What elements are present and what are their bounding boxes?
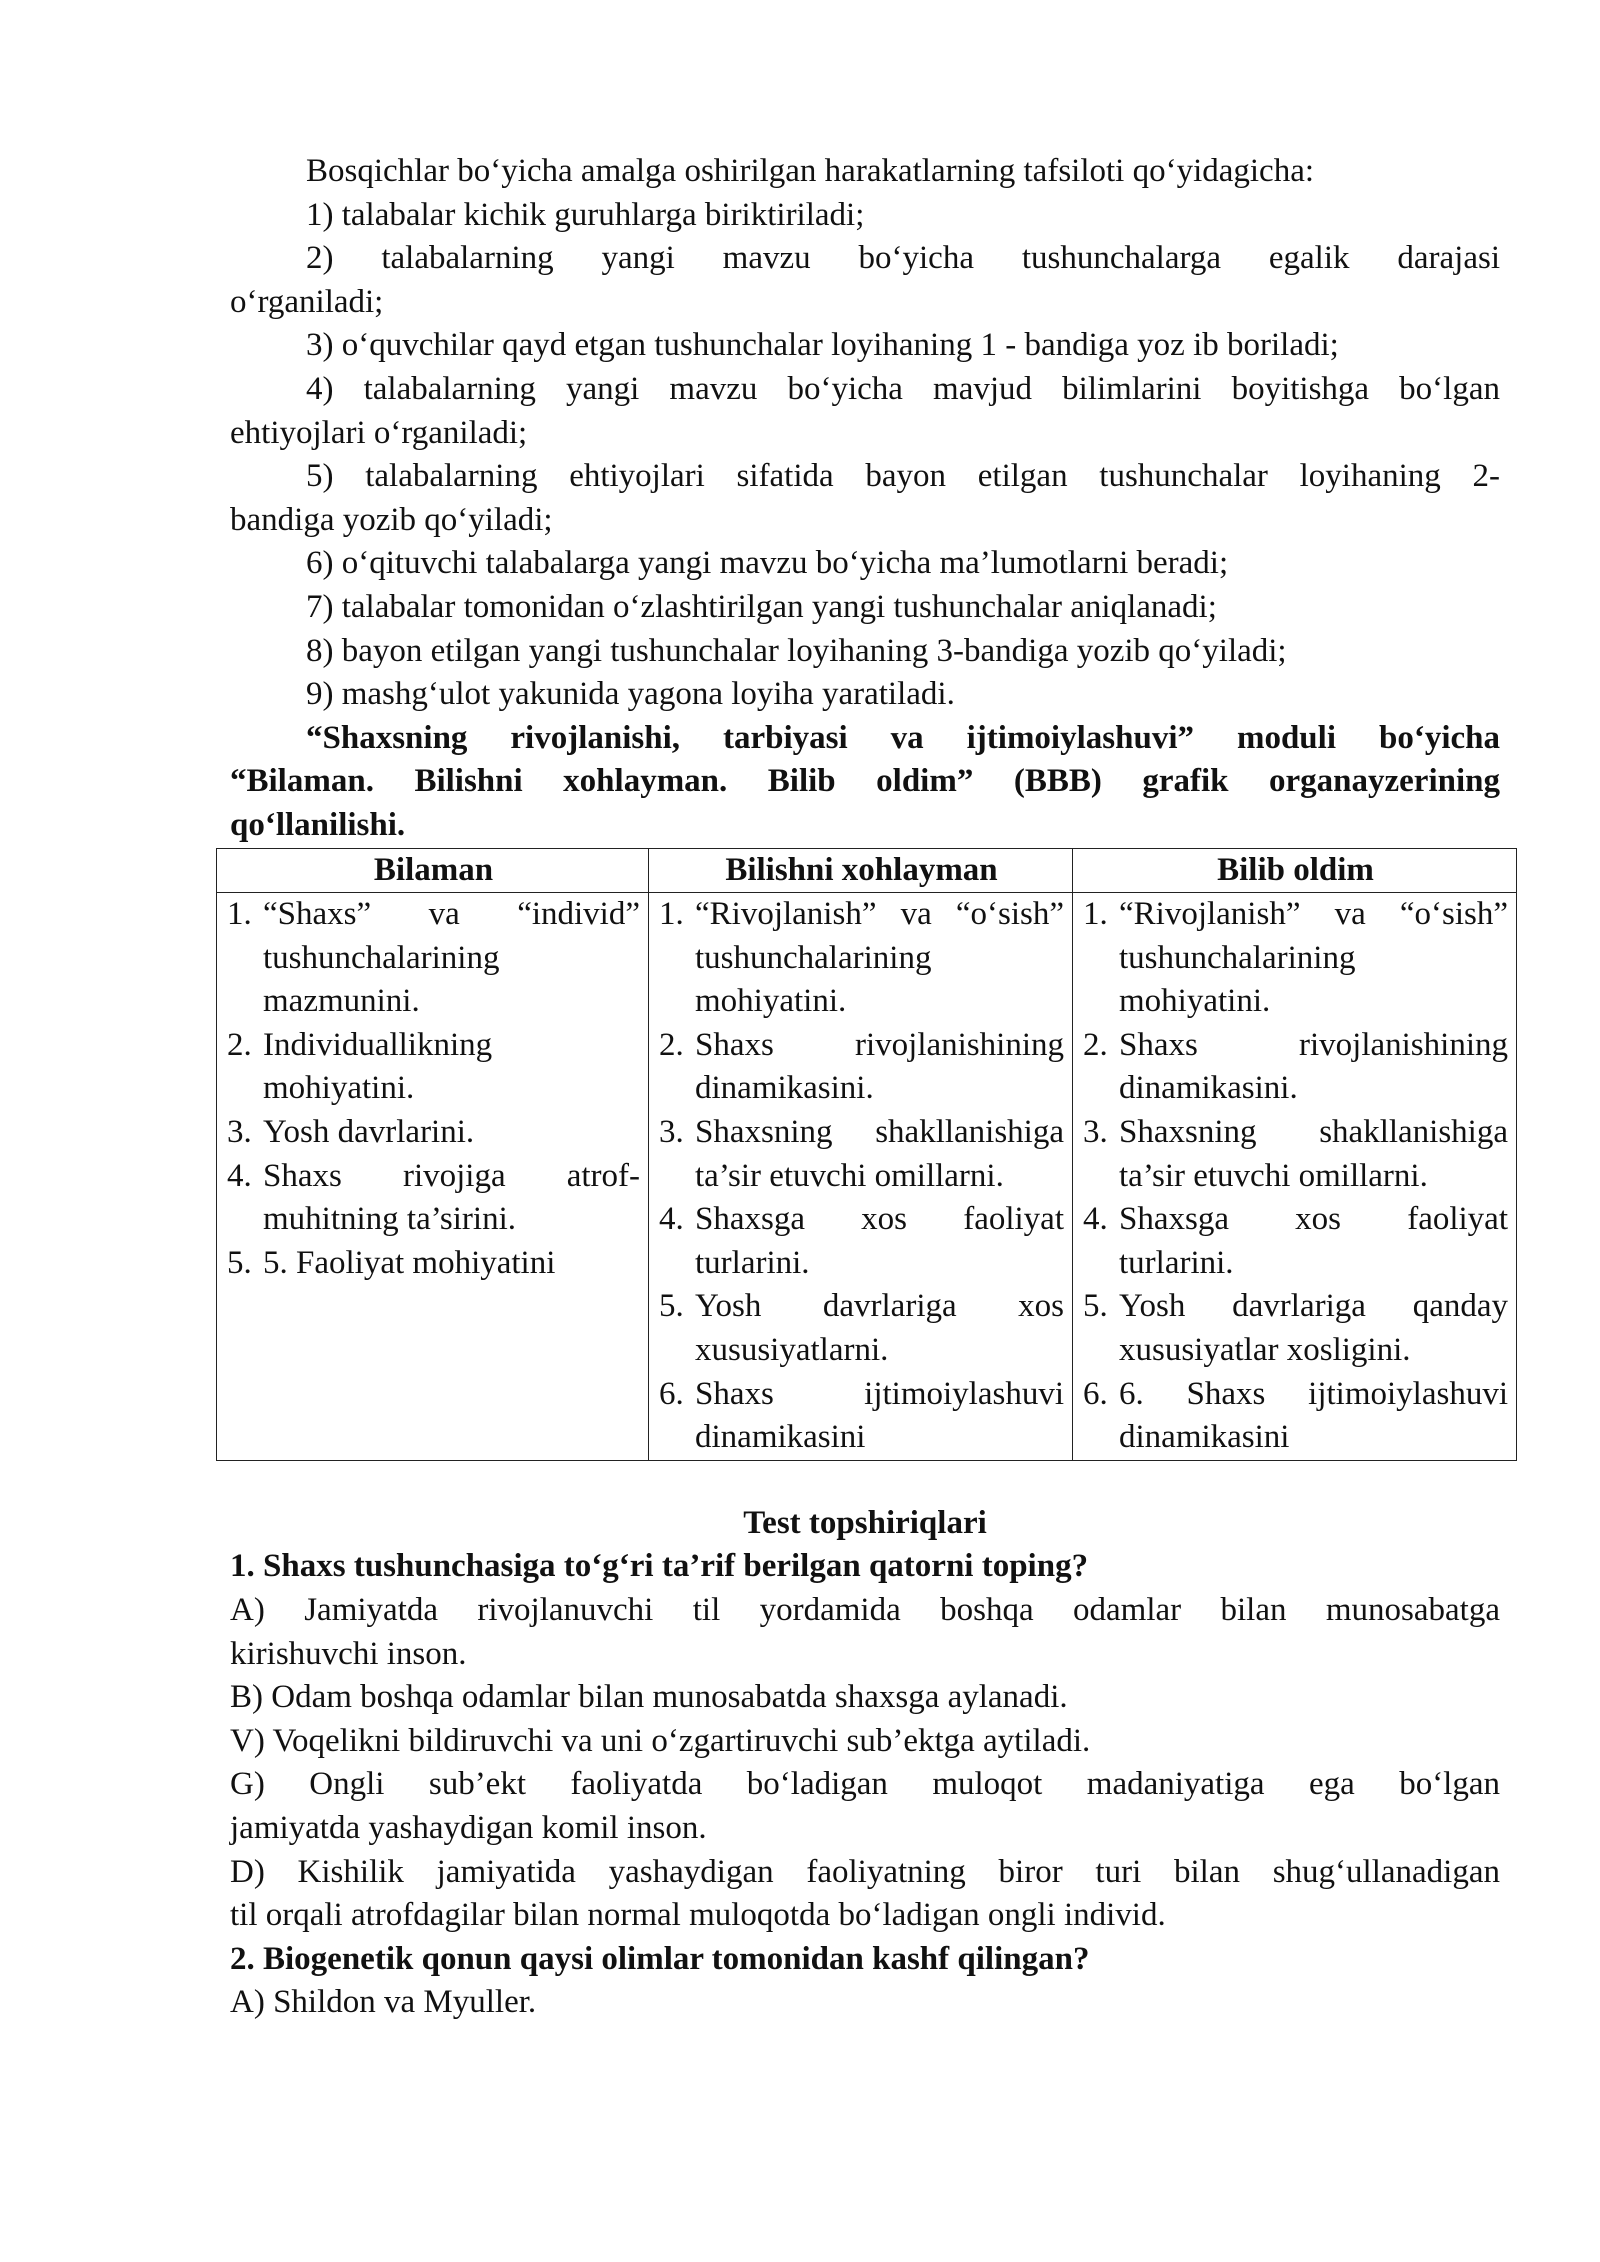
list-item-text: “Rivojlanish” va “o‘sish” tushunchalarining mohiyatini. bbox=[1119, 896, 1508, 1020]
list-item-number: 5. bbox=[659, 1288, 684, 1325]
list-item-number: 2. bbox=[659, 1026, 684, 1063]
question-2-option-a: A) Shildon va Myuller. bbox=[230, 1984, 537, 2021]
list-item-number: 1. bbox=[659, 896, 684, 933]
test-title: Test topshiriqlari bbox=[743, 1504, 987, 1541]
table-list-item bbox=[659, 893, 1064, 1024]
question-1-option: A) Jamiyatda rivojlanuvchi til yordamida boshqa odamlar bilan munosabatga bbox=[230, 1592, 1500, 1628]
list-item-number: 3. bbox=[1083, 1114, 1108, 1151]
table-list-item bbox=[659, 1024, 1064, 1111]
table-list-item bbox=[1083, 893, 1508, 1024]
step-5-continuation: bandiga yozib qo‘yiladi; bbox=[230, 501, 553, 538]
list-item-number: 3. bbox=[227, 1114, 252, 1151]
column-bilishni-xohlayman-cell bbox=[649, 893, 1073, 1461]
list-item-text: Shaxs rivojiga atrof-muhitning ta’sirini. bbox=[263, 1157, 640, 1238]
list-item-text: Shaxsning shakllanishiga ta’sir etuvchi omillarni. bbox=[1119, 1114, 1508, 1194]
table-list-item bbox=[227, 1242, 640, 1286]
table-list-item bbox=[227, 893, 640, 1024]
step-4: 4) talabalarning yangi mavzu bo‘yicha mavjud bilimlarini boyitishga bo‘lgan bbox=[306, 370, 1500, 407]
list-item-number: 4. bbox=[1083, 1201, 1108, 1238]
table-heading-line-1: “Shaxsning rivojlanishi, tarbiyasi va ijtimoiylashuvi” moduli bo‘yicha bbox=[306, 719, 1500, 756]
table-list-item bbox=[227, 1111, 640, 1155]
list-item-text: Yosh davrlariga qanday xususiyatlar xosligini. bbox=[1119, 1288, 1508, 1369]
list-item-text: Yosh davrlariga xos xususiyatlarni. bbox=[695, 1288, 1064, 1369]
list-item-number: 4. bbox=[227, 1157, 252, 1194]
table-list-item bbox=[659, 1373, 1064, 1460]
list-item-text: Shaxs ijtimoiylashuvi dinamikasini bbox=[695, 1375, 1064, 1456]
question-1-option: G) Ongli sub’ekt faoliyatda bo‘ladigan muloqot madaniyatiga ega bo‘lgan bbox=[230, 1766, 1500, 1803]
question-1-option-continuation: kirishuvchi inson. bbox=[230, 1635, 467, 1672]
bbb-table bbox=[216, 848, 1517, 1461]
list-item-text: “Shaxs” va “individ” tushunchalarining mazmunini. bbox=[263, 896, 640, 1020]
list-item-number: 5. bbox=[227, 1244, 252, 1281]
table-list-item bbox=[227, 1155, 640, 1242]
list-item-text: Shaxs rivojlanishining dinamikasini. bbox=[1119, 1026, 1508, 1107]
question-1-option-continuation: jamiyatda yashaydigan komil inson. bbox=[230, 1809, 707, 1846]
step-1: 1) talabalar kichik guruhlarga biriktiriladi; bbox=[306, 196, 865, 233]
intro-paragraph: Bosqichlar bo‘yicha amalga oshirilgan harakatlarning tafsiloti qo‘yidagicha: bbox=[306, 153, 1315, 189]
table-header-row bbox=[217, 848, 1517, 893]
step-4-continuation: ehtiyojlari o‘rganiladi; bbox=[230, 414, 528, 451]
list-item-number: 1. bbox=[1083, 896, 1108, 933]
table-list-item bbox=[1083, 1024, 1508, 1111]
table-list-item bbox=[659, 1111, 1064, 1198]
list-item-text: Shaxsga xos faoliyat turlarini. bbox=[695, 1201, 1064, 1281]
question-1-option: B) Odam boshqa odamlar bilan munosabatda shaxsga aylanadi. bbox=[230, 1679, 1068, 1716]
column-bilib-oldim-cell bbox=[1073, 893, 1517, 1461]
list-item-text: 6. Shaxs ijtimoiylashuvi dinamikasini bbox=[1119, 1375, 1508, 1456]
list-item-text: “Rivojlanish” va “o‘sish” tushunchalarining mohiyatini. bbox=[695, 896, 1064, 1020]
table-list-item bbox=[1083, 1111, 1508, 1198]
list-item-text: Shaxsning shakllanishiga ta’sir etuvchi omillarni. bbox=[695, 1114, 1064, 1194]
column-bilaman-cell bbox=[217, 893, 649, 1461]
document-page bbox=[227, 150, 1508, 2025]
column-header-bilib-oldim: Bilib oldim bbox=[1073, 848, 1517, 893]
table-heading-line-2: “Bilaman. Bilishni xohlayman. Bilib oldim” (BBB) grafik organayzerining bbox=[230, 763, 1500, 800]
step-5: 5) talabalarning ehtiyojlari sifatida bayon etilgan tushunchalar loyihaning 2- bbox=[306, 458, 1500, 495]
column-header-bilishni-xohlayman: Bilishni xohlayman bbox=[649, 848, 1073, 893]
table-list-item bbox=[1083, 1285, 1508, 1372]
table-list-item bbox=[1083, 1373, 1508, 1460]
table-list-item bbox=[659, 1198, 1064, 1285]
list-item-text: Individuallikning mohiyatini. bbox=[263, 1026, 493, 1107]
list-item-number: 2. bbox=[1083, 1026, 1108, 1063]
list-item-text: Shaxsga xos faoliyat turlarini. bbox=[1119, 1201, 1508, 1281]
step-2: 2) talabalarning yangi mavzu bo‘yicha tushunchalarga egalik darajasi bbox=[306, 240, 1500, 277]
list-item-number: 6. bbox=[659, 1375, 684, 1412]
question-1-option: V) Voqelikni bildiruvchi va uni o‘zgartiruvchi sub’ektga aytiladi. bbox=[230, 1722, 1091, 1759]
question-2: 2. Biogenetik qonun qaysi olimlar tomonidan kashf qilingan? bbox=[230, 1940, 1090, 1977]
question-1-options bbox=[230, 1589, 1500, 1938]
list-item-text: Yosh davrlarini. bbox=[263, 1114, 475, 1151]
list-item-number: 5. bbox=[1083, 1288, 1108, 1325]
list-item-text: Shaxs rivojlanishining dinamikasini. bbox=[695, 1026, 1064, 1107]
question-1: 1. Shaxs tushunchasiga to‘g‘ri ta’rif berilgan qatorni toping? bbox=[230, 1548, 1089, 1585]
list-item-number: 4. bbox=[659, 1201, 684, 1238]
table-list-item bbox=[659, 1285, 1064, 1372]
step-7: 7) talabalar tomonidan o‘zlashtirilgan yangi tushunchalar aniqlanadi; bbox=[306, 588, 1217, 625]
step-8: 8) bayon etilgan yangi tushunchalar loyihaning 3-bandiga yozib qo‘yiladi; bbox=[306, 632, 1287, 669]
list-item-number: 3. bbox=[659, 1114, 684, 1151]
question-1-option: D) Kishilik jamiyatida yashaydigan faoliyatning biror turi bilan shug‘ullanadigan bbox=[230, 1853, 1500, 1890]
list-item-text: 5. Faoliyat mohiyatini bbox=[263, 1244, 556, 1281]
question-1-option-continuation: til orqali atrofdagilar bilan normal muloqotda bo‘ladigan ongli individ. bbox=[230, 1897, 1166, 1934]
table-body-row bbox=[217, 893, 1517, 1461]
step-2-continuation: o‘rganiladi; bbox=[230, 283, 384, 320]
column-header-bilaman: Bilaman bbox=[217, 848, 649, 893]
list-item-number: 2. bbox=[227, 1026, 252, 1063]
list-item-number: 1. bbox=[227, 896, 252, 933]
table-heading-line-3: qo‘llanilishi. bbox=[230, 806, 406, 843]
step-9: 9) mashg‘ulot yakunida yagona loyiha yaratiladi. bbox=[306, 676, 955, 713]
steps-list bbox=[230, 194, 1500, 717]
step-6: 6) o‘qituvchi talabalarga yangi mavzu bo‘yicha ma’lumotlarni beradi; bbox=[306, 545, 1229, 582]
list-item-number: 6. bbox=[1083, 1375, 1108, 1412]
step-3: 3) o‘quvchilar qayd etgan tushunchalar loyihaning 1 - bandiga yoz ib boriladi; bbox=[306, 327, 1339, 364]
table-list-item bbox=[227, 1024, 640, 1111]
table-list-item bbox=[1083, 1198, 1508, 1285]
